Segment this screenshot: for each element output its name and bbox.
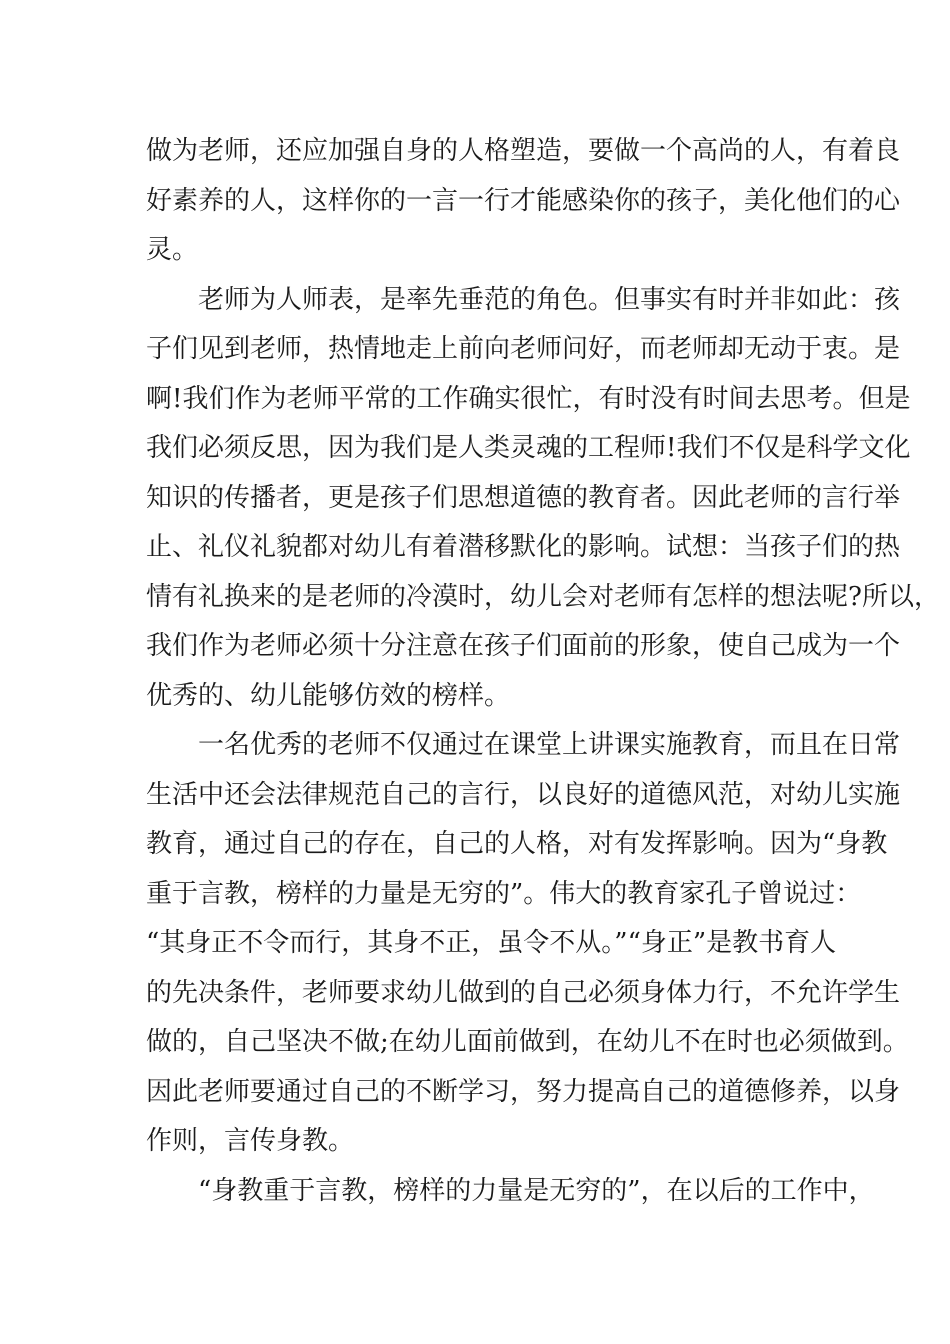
paragraph-1 (146, 127, 901, 276)
text-line: “其身正不令而行，其身不正，虽令不从。”“身正”是教书育人 (146, 928, 837, 958)
text-line: 做为老师，还应加强自身的人格塑造，要做一个高尚的人，有着良 (146, 136, 901, 166)
text-line: 子们见到老师，热情地走上前向老师问好，而老师却无动于衷。是 (146, 334, 901, 364)
text-line: 知识的传播者，更是孩子们思想道德的教育者。因此老师的言行举 (146, 482, 901, 513)
paragraph-4 (146, 1167, 875, 1217)
text-line: 教育，通过自己的存在，自己的人格，对有发挥影响。因为“身教 (146, 829, 888, 859)
text-line: 的先决条件，老师要求幼儿做到的自己必须身体力行，不允许学生 (146, 977, 901, 1008)
text-line: 止、礼仪礼貌都对幼儿有着潜移默化的影响。试想：当孩子们的热 (146, 532, 901, 562)
text-line: 作则，言传身教。 (146, 1126, 355, 1156)
text-line: 灵。 (146, 235, 199, 265)
text-line: 优秀的、幼儿能够仿效的榜样。 (146, 680, 511, 711)
text-line: 重于言教，榜样的力量是无穷的”。伟大的教育家孔子曾说过： (146, 878, 862, 909)
text-line: 好素养的人，这样你的一言一行才能感染你的孩子，美化他们的心 (146, 185, 901, 216)
text-line: 一名优秀的老师不仅通过在课堂上讲课实施教育，而且在日常 (198, 730, 901, 760)
text-line: “身教重于言教，榜样的力量是无穷的”，在以后的工作中， (198, 1175, 875, 1206)
text-line: 因此老师要通过自己的不断学习，努力提高自己的道德修养，以身 (146, 1076, 901, 1107)
paragraph-2 (146, 276, 940, 722)
text-line: 我们必须反思，因为我们是人类灵魂的工程师!我们不仅是科学文化 (146, 433, 911, 463)
text-line: 老师为人师表，是率先垂范的角色。但事实有时并非如此：孩 (198, 284, 901, 315)
text-line: 做的，自己坚决不做;在幼儿面前做到，在幼儿不在时也必须做到。 (146, 1027, 909, 1057)
text-line: 情有礼换来的是老师的冷漠时，幼儿会对老师有怎样的想法呢?所以， (146, 581, 940, 612)
text-line: 生活中还会法律规范自己的言行，以良好的道德风范，对幼儿实施 (146, 779, 901, 810)
paragraph-3 (146, 721, 909, 1167)
text-line: 我们作为老师必须十分注意在孩子们面前的形象，使自己成为一个 (146, 631, 901, 661)
document-body (146, 127, 940, 1216)
text-line: 啊!我们作为老师平常的工作确实很忙，有时没有时间去思考。但是 (146, 383, 911, 414)
